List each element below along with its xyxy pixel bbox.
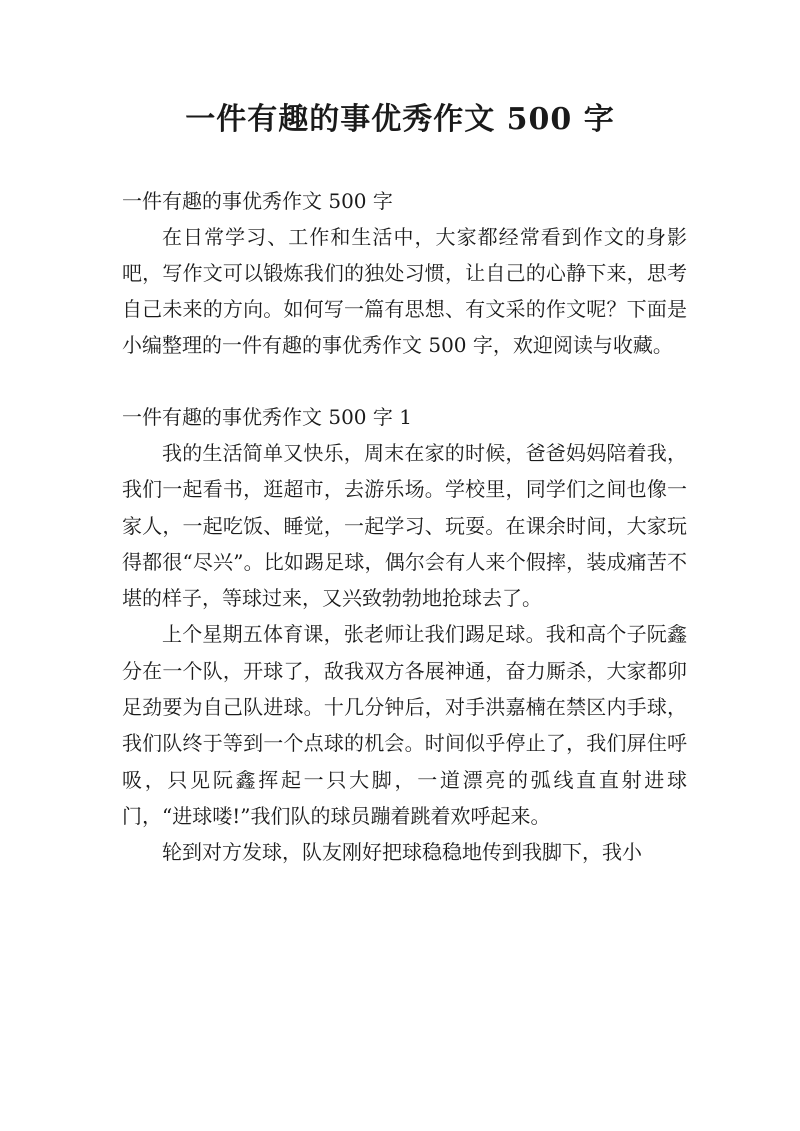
document-title: 一件有趣的事优秀作文 500 字 <box>185 102 615 137</box>
essay1-paragraph-3: 轮到对方发球，队友刚好把球稳稳地传到我脚下，我小 <box>162 840 642 865</box>
essay1-paragraph-1: 我的生活简单又快乐，周末在家的时候，爸爸妈妈陪着我，我们一起看书，逛超市，去游乐场。学校里，同学们之间也像一家人，一起吃饭、睡觉，一起学习、玩耍。在课余时间，大家玩得都很“尽兴”。比如踢足球，偶尔会有人来个假摔，装成痛苦不堪的样子，等球过来，又兴致勃勃地抢球去了。 <box>122 441 687 611</box>
essay1-heading: 一件有趣的事优秀作文 500 字 1 <box>122 405 412 429</box>
document-body <box>122 183 687 871</box>
section-spacer <box>122 363 687 399</box>
intro-heading: 一件有趣的事优秀作文 500 字 <box>122 189 393 213</box>
intro-paragraph: 在日常学习、工作和生活中，大家都经常看到作文的身影吧，写作文可以锻炼我们的独处习惯，让自己的心静下来，思考自己未来的方向。如何写一篇有思想、有文采的作文呢？下面是小编整理的一件有趣的事优秀作文 500 字，欢迎阅读与收藏。 <box>122 225 687 357</box>
essay1-paragraph-2: 上个星期五体育课，张老师让我们踢足球。我和高个子阮鑫分在一个队，开球了，敌我双方各展神通，奋力厮杀，大家都卯足劲要为自己队进球。十几分钟后，对手洪嘉楠在禁区内手球，我们队终于等到一个点球的机会。时间似乎停止了，我们屏住呼吸，只见阮鑫挥起一只大脚，一道漂亮的弧线直直射进球门，“进球喽!”我们队的球员蹦着跳着欢呼起来。 <box>122 622 687 828</box>
